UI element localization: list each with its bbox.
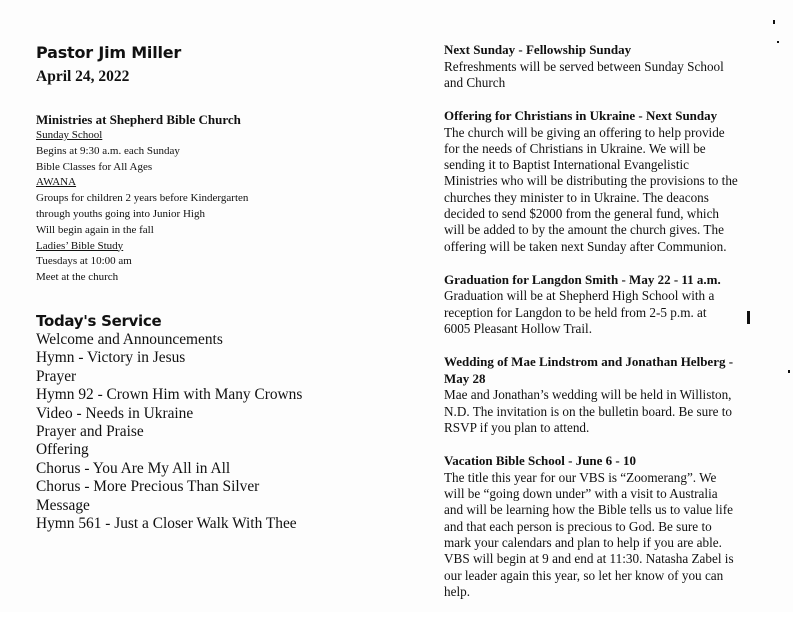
ministries-list	[36, 128, 366, 286]
announcement-text: N.D. The invitation is on the bulletin board. Be sure to	[444, 403, 733, 419]
announcement-text: The title this year for our VBS is “Zoomerang”. We	[444, 469, 717, 485]
announcement-text: and Church	[444, 74, 506, 90]
announcement-text: 6005 Pleasant Hollow Trail.	[444, 321, 592, 337]
pastor-name: Pastor Jim Miller	[36, 43, 182, 62]
announcement	[444, 453, 764, 600]
service-item: Video - Needs in Ukraine	[36, 404, 194, 422]
ministry-detail: Bible Classes for All Ages	[36, 160, 153, 173]
service-item: Prayer and Praise	[36, 423, 144, 440]
service-item: Hymn - Victory in Jesus	[36, 349, 186, 367]
announcement-text: help.	[444, 583, 471, 599]
ministry-detail: Begins at 9:30 a.m. each Sunday	[36, 144, 180, 157]
announcement-text: churches they minister to in Ukraine. The deacons	[444, 189, 709, 205]
service-item: Hymn 561 - Just a Closer Walk With Thee	[36, 515, 297, 533]
announcement-text: Graduation will be at Shepherd High School with a	[444, 288, 715, 304]
announcement	[444, 354, 764, 436]
announcement-text: offering will be taken next Sunday after Communion.	[444, 238, 727, 254]
left-column	[36, 42, 366, 533]
ministry-heading: Ladies’ Bible Study	[36, 239, 124, 252]
scan-dot	[777, 41, 779, 43]
ministry-heading: AWANA	[36, 176, 77, 189]
announcement-text: our leader again this year, so let her know of you can	[444, 567, 724, 583]
announcement	[444, 108, 764, 255]
announcement-text: and will be learning how the Bible tells us to value life	[444, 502, 733, 518]
ministry-detail: Tuesdays at 10:00 am	[36, 255, 132, 268]
announcement-text: reception for Langdon to be held from 2-5 p.m. at	[444, 304, 707, 320]
ministry-detail: Will begin again in the fall	[36, 223, 154, 236]
announcement-text: and that each person is precious to God. Be sure to	[444, 518, 712, 534]
service-item: Prayer	[36, 367, 77, 385]
announcement-text: Refreshments will be served between Sunday School	[444, 58, 724, 74]
announcement-text: Ministries who will be distributing the provisions to the	[444, 173, 738, 189]
announcement-text: The church will be giving an offering to help provide	[444, 124, 725, 140]
service-item: Message	[36, 496, 90, 514]
announcement-text: will be “going down under” with a visit to Australia	[444, 486, 718, 502]
bulletin-date: April 24, 2022	[36, 68, 130, 85]
announcement-title: May 28	[444, 370, 486, 386]
service-item: Chorus - You Are My All in All	[36, 459, 231, 477]
service-item: Welcome and Announcements	[36, 330, 223, 348]
ministries-title: Ministries at Shepherd Bible Church	[36, 112, 241, 127]
announcement-title: Graduation for Langdon Smith - May 22 - 11 a.m.	[444, 271, 721, 287]
announcement-title: Next Sunday - Fellowship Sunday	[444, 42, 632, 57]
announcements-column	[444, 42, 764, 617]
service-item: Chorus - More Precious Than Silver	[36, 478, 260, 496]
service-item: Hymn 92 - Crown Him with Many Crowns	[36, 386, 303, 404]
service-title: Today's Service	[36, 311, 162, 330]
scan-dot	[788, 370, 790, 373]
announcement-text: sending it to Baptist International Evangelistic	[444, 157, 690, 173]
announcement-text: RSVP if you plan to attend.	[444, 419, 590, 435]
service-order-list	[36, 331, 366, 533]
announcement-text: decided to send $2000 from the general fund, which	[444, 206, 720, 222]
ministry-detail: Groups for children 2 years before Kindergarten	[36, 192, 249, 205]
ministry-detail: Meet at the church	[36, 271, 119, 284]
announcement-title: Wedding of Mae Lindstrom and Jonathan Helberg -	[444, 354, 734, 370]
announcement	[444, 272, 764, 337]
announcement-title: Offering for Christians in Ukraine - Next Sunday	[444, 108, 718, 124]
announcement-text: for the needs of Christians in Ukraine. We will be	[444, 140, 706, 156]
ministry-heading: Sunday School	[36, 129, 103, 141]
scan-mark	[747, 311, 750, 324]
announcement-text: VBS will begin at 9 and end at 11:30. Natasha Zabel is	[444, 551, 734, 567]
announcement-title: Vacation Bible School - June 6 - 10	[444, 453, 637, 469]
service-item: Offering	[36, 441, 89, 459]
announcement-text: will be added to by the amount the church gives. The	[444, 222, 724, 238]
scan-dot	[773, 20, 775, 24]
ministry-detail: through youths going into Junior High	[36, 207, 205, 220]
announcement-text: mark your calendars and plan to help if you are able.	[444, 534, 722, 550]
announcement-text: Mae and Jonathan’s wedding will be held in Williston,	[444, 387, 732, 403]
announcement	[444, 42, 764, 91]
